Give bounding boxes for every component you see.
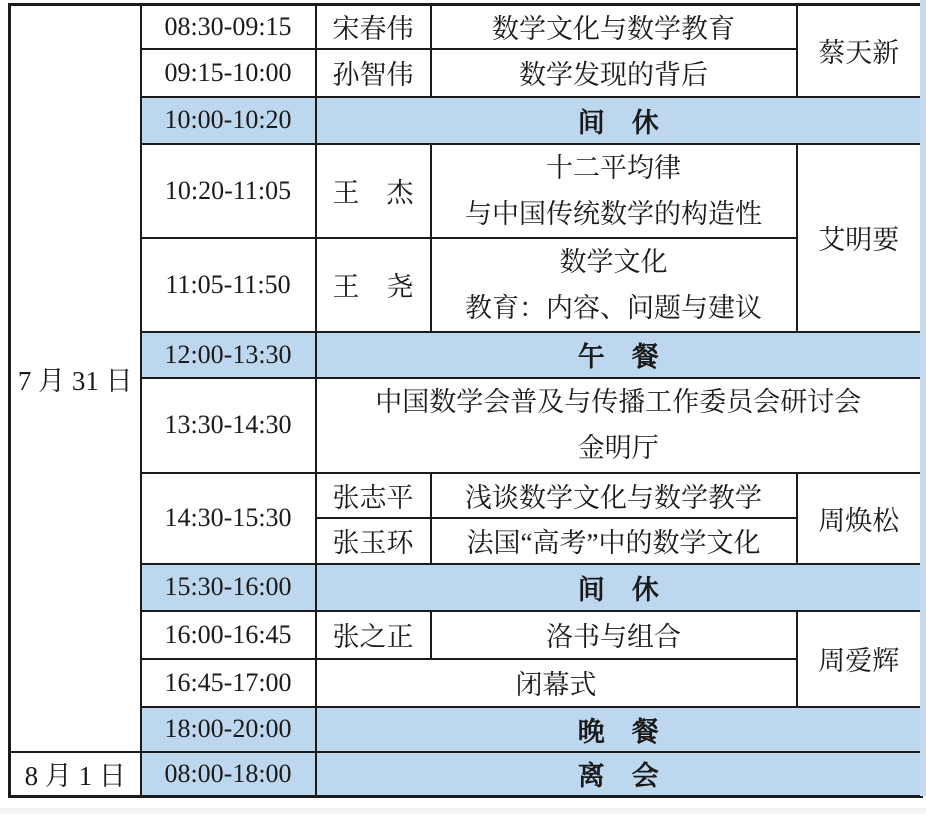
closing-row (10, 659, 922, 707)
speaker-cell: 王 杰 (316, 144, 431, 238)
break-row (10, 564, 922, 611)
time-cell: 18:00-20:00 (141, 707, 316, 752)
speaker-cell: 张玉环 (316, 518, 431, 564)
time-cell: 16:00-16:45 (141, 611, 316, 659)
talk-title-cell: 洛书与组合 (431, 611, 797, 659)
break-label-cell: 间 休 (316, 97, 922, 144)
time-cell: 08:00-18:00 (141, 752, 316, 797)
talk-title-cell (431, 144, 797, 238)
speaker-cell: 宋春伟 (316, 5, 431, 49)
table-row (10, 49, 922, 97)
page-right-edge-strip (920, 0, 926, 796)
talk-title-cell (431, 238, 797, 332)
time-cell: 15:30-16:00 (141, 564, 316, 611)
departure-label-cell: 离 会 (316, 752, 922, 797)
dinner-label-cell: 晚 餐 (316, 707, 922, 752)
session-chair-cell: 蔡天新 (797, 5, 922, 97)
speaker-cell: 张志平 (316, 473, 431, 518)
time-cell: 16:45-17:00 (141, 659, 316, 707)
time-cell: 12:00-13:30 (141, 332, 316, 378)
page-bottom-shadow (0, 808, 926, 814)
table-row (10, 144, 922, 238)
table-row (10, 238, 922, 332)
seminar-row (10, 378, 922, 473)
talk-title-line2: 与中国传统数学的构造性 (465, 198, 762, 229)
break-label-cell: 间 休 (316, 564, 922, 611)
table-row (10, 5, 922, 49)
closing-ceremony-cell: 闭幕式 (316, 659, 797, 707)
session-chair-cell: 艾明要 (797, 144, 922, 332)
conference-schedule-table (8, 3, 923, 798)
time-cell: 08:30-09:15 (141, 5, 316, 49)
date-cell-aug1: 8 月 1 日 (10, 752, 141, 797)
lunch-row (10, 332, 922, 378)
talk-title-cell: 浅谈数学文化与数学教学 (431, 473, 797, 518)
table-row (10, 611, 922, 659)
talk-title-cell: 数学文化与数学教育 (431, 5, 797, 49)
speaker-cell: 孙智伟 (316, 49, 431, 97)
time-cell: 11:05-11:50 (141, 238, 316, 332)
seminar-title: 中国数学会普及与传播工作委员会研讨会 (375, 387, 862, 417)
dinner-row (10, 707, 922, 752)
departure-row (10, 752, 922, 797)
speaker-cell: 张之正 (316, 611, 431, 659)
table-row (10, 473, 922, 518)
time-cell: 10:00-10:20 (141, 97, 316, 144)
talk-title-line1: 数学文化 (559, 246, 668, 277)
talk-title-line1: 十二平均律 (546, 152, 681, 183)
date-cell-jul31: 7 月 31 日 (10, 5, 141, 752)
lunch-label-cell: 午 餐 (316, 332, 922, 378)
talk-title-line2: 教育：内容、问题与建议 (465, 292, 762, 323)
seminar-venue: 金明厅 (577, 433, 659, 463)
session-chair-cell: 周焕松 (797, 473, 922, 564)
seminar-cell (316, 378, 922, 473)
break-row (10, 97, 922, 144)
talk-title-cell: 数学发现的背后 (431, 49, 797, 97)
speaker-cell: 王 尧 (316, 238, 431, 332)
talk-title-cell: 法国“高考”中的数学文化 (431, 518, 797, 564)
time-cell: 09:15-10:00 (141, 49, 316, 97)
time-cell: 13:30-14:30 (141, 378, 316, 473)
session-chair-cell: 周爱辉 (797, 611, 922, 707)
time-cell: 14:30-15:30 (141, 473, 316, 564)
time-cell: 10:20-11:05 (141, 144, 316, 238)
